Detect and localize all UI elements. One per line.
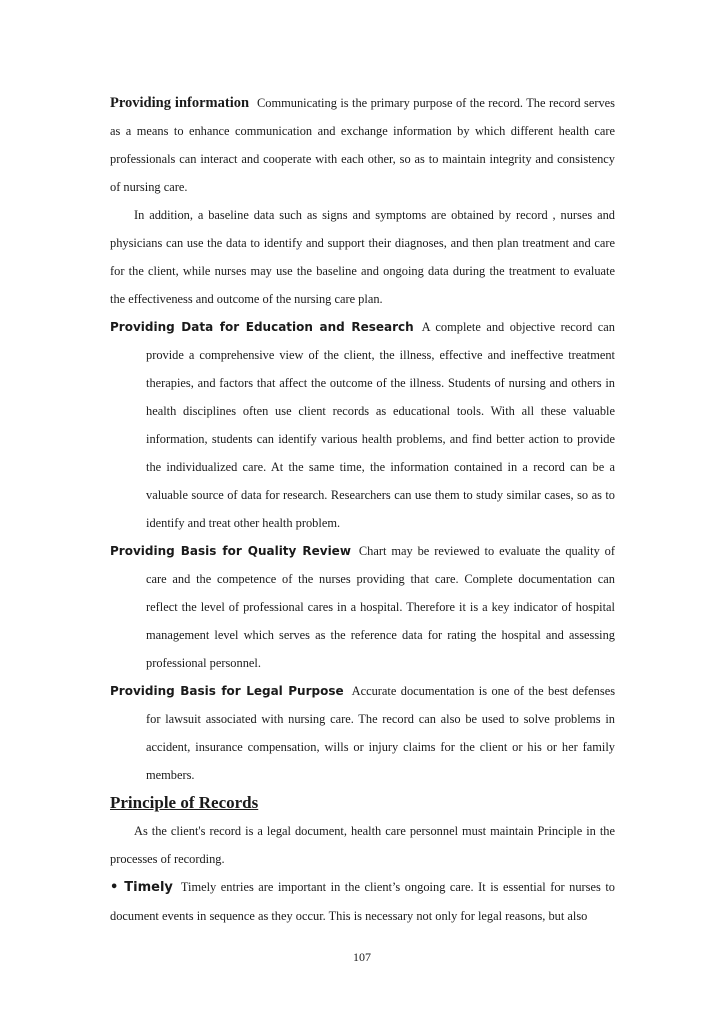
paragraph-text: Accurate documentation is one of the best defenses for lawsuit associated with nursing care. The record can also be used to solve problems in accident, insurance compensation, wills or injury claims for the client or his or her family members. [146,684,616,782]
paragraph-text: In addition, a baseline data such as signs and symptoms are obtained by record , nurses and physicians can use the data to identify and support their diagnoses, and then plan treatment and care for the client, while nurses may use the baseline and ongoing data during the treatment to evaluate the effectiveness and outcome of the nursing care plan. [110,208,615,306]
paragraph-providing-information [110,89,615,201]
body-text [110,89,615,930]
section-title: Principle of Records [110,793,259,812]
heading-education-research: Providing Data for Education and Research [110,320,414,334]
paragraph-baseline-data [110,201,615,313]
page-number: 107 [353,950,371,964]
heading-legal-purpose: Providing Basis for Legal Purpose [110,684,344,698]
paragraph-text: As the client's record is a legal document, health care personnel must maintain Principle in the processes of recording. [110,824,615,866]
heading-quality-review: Providing Basis for Quality Review [110,544,351,558]
heading-timely: Timely [124,880,173,895]
paragraph-education-research [110,313,615,537]
bullet-timely [110,880,173,895]
paragraph-legal-purpose [110,677,615,789]
bullet-icon: • [110,880,119,895]
paragraph-text: Communicating is the primary purpose of the record. The record serves as a means to enhance communication and exchange information by which different health care professionals can interact and cooperate with each other, so as to maintain integrity and consistency of nursing care. [110,96,615,194]
paragraph-text: A complete and objective record can provide a comprehensive view of the client, the illness, effective and ineffective treatment therapies, and factors that affect the outcome of the illness. Students of nursing and others in health disciplines often use client records as educational tools. With all these valuable information, students can identify various health problems, and find better action to provide the individualized care. At the same time, the information contained in a record can be a valuable source of data for research. Researchers can use them to study similar cases, so as to identify and treat other health problem. [146,320,615,530]
paragraph-text: Chart may be reviewed to evaluate the quality of care and the competence of the nurses providing that care. Complete documentation can reflect the level of professional cares in a hospital. Therefore it is a key indicator of hospital management level which serves as the reference data for rating the hospital and assessing professional personnel. [146,544,616,670]
paragraph-timely [110,873,615,930]
paragraph-text: Timely entries are important in the client’s ongoing care. It is essential for nurses to document events in sequence as they occur. This is necessary not only for legal reasons, but also [110,880,615,923]
heading-providing-information: Providing information [110,95,250,111]
paragraph-principle-intro [110,817,615,873]
paragraph-quality-review [110,537,615,677]
